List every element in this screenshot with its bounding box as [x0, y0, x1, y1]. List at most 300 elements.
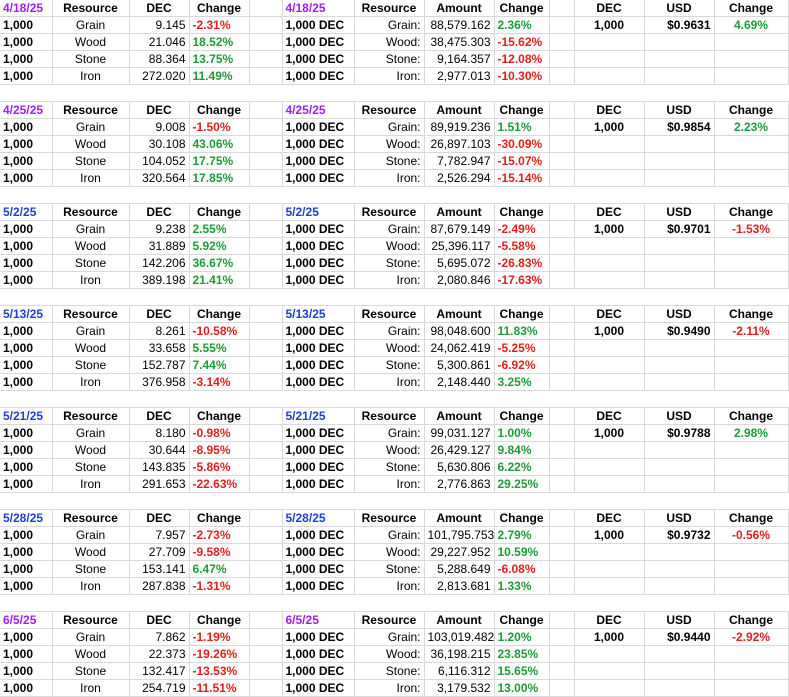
- qty-cell[interactable]: 1,000: [0, 374, 52, 391]
- empty-cell[interactable]: [644, 459, 714, 476]
- empty-cell[interactable]: [644, 272, 714, 289]
- empty-cell[interactable]: [549, 255, 574, 272]
- empty-cell[interactable]: [714, 663, 788, 680]
- header-amount[interactable]: Amount: [424, 510, 494, 527]
- change-cell[interactable]: 3.25%: [494, 374, 549, 391]
- empty-cell[interactable]: [549, 544, 574, 561]
- empty-cell[interactable]: [494, 391, 549, 408]
- header-change[interactable]: Change: [714, 612, 788, 629]
- empty-cell[interactable]: [249, 238, 282, 255]
- header-dec[interactable]: DEC: [129, 102, 189, 119]
- date-cell[interactable]: 4/18/25: [0, 0, 52, 17]
- empty-cell[interactable]: [644, 391, 714, 408]
- empty-cell[interactable]: [644, 357, 714, 374]
- empty-cell[interactable]: [644, 289, 714, 306]
- empty-cell[interactable]: [0, 493, 52, 510]
- header-change[interactable]: Change: [494, 510, 549, 527]
- header-dec[interactable]: DEC: [574, 510, 644, 527]
- resource-cell[interactable]: Wood: [52, 238, 129, 255]
- amount-cell[interactable]: 3,179.532: [424, 680, 494, 697]
- header-change[interactable]: Change: [189, 0, 249, 17]
- resource-cell[interactable]: Wood: [52, 136, 129, 153]
- qty-dec-cell[interactable]: 1,000 DEC: [282, 51, 354, 68]
- date-cell[interactable]: 6/5/25: [0, 612, 52, 629]
- empty-cell[interactable]: [714, 51, 788, 68]
- empty-cell[interactable]: [282, 289, 354, 306]
- resource-cell[interactable]: Stone: [52, 561, 129, 578]
- qty-cell[interactable]: 1,000: [0, 119, 52, 136]
- header-dec[interactable]: DEC: [129, 612, 189, 629]
- empty-cell[interactable]: [549, 578, 574, 595]
- empty-cell[interactable]: [644, 544, 714, 561]
- empty-cell[interactable]: [249, 340, 282, 357]
- empty-cell[interactable]: [52, 595, 129, 612]
- qty-cell[interactable]: 1,000: [0, 170, 52, 187]
- empty-cell[interactable]: [249, 357, 282, 374]
- change-cell[interactable]: 13.00%: [494, 680, 549, 697]
- amount-cell[interactable]: 5,695.072: [424, 255, 494, 272]
- empty-cell[interactable]: [129, 391, 189, 408]
- empty-cell[interactable]: [574, 238, 644, 255]
- dec-cell[interactable]: 254.719: [129, 680, 189, 697]
- empty-cell[interactable]: [129, 493, 189, 510]
- qty-dec-cell[interactable]: 1,000 DEC: [282, 663, 354, 680]
- resource-cell[interactable]: Wood:: [354, 544, 424, 561]
- empty-cell[interactable]: [189, 187, 249, 204]
- date-cell[interactable]: 6/5/25: [282, 612, 354, 629]
- empty-cell[interactable]: [574, 544, 644, 561]
- dec-cell[interactable]: 31.889: [129, 238, 189, 255]
- usd-qty-cell[interactable]: 1,000: [574, 221, 644, 238]
- empty-cell[interactable]: [644, 238, 714, 255]
- change-cell[interactable]: -15.62%: [494, 34, 549, 51]
- usd-qty-cell[interactable]: 1,000: [574, 629, 644, 646]
- qty-cell[interactable]: 1,000: [0, 323, 52, 340]
- change-cell[interactable]: -1.19%: [189, 629, 249, 646]
- resource-cell[interactable]: Stone: [52, 255, 129, 272]
- change-cell[interactable]: -15.07%: [494, 153, 549, 170]
- empty-cell[interactable]: [644, 578, 714, 595]
- change-cell[interactable]: -19.26%: [189, 646, 249, 663]
- resource-cell[interactable]: Wood: [52, 340, 129, 357]
- change-cell[interactable]: -6.08%: [494, 561, 549, 578]
- empty-cell[interactable]: [424, 289, 494, 306]
- header-dec[interactable]: DEC: [574, 612, 644, 629]
- amount-cell[interactable]: 24,062.419: [424, 340, 494, 357]
- empty-cell[interactable]: [249, 612, 282, 629]
- empty-cell[interactable]: [494, 187, 549, 204]
- empty-cell[interactable]: [644, 187, 714, 204]
- qty-dec-cell[interactable]: 1,000 DEC: [282, 136, 354, 153]
- empty-cell[interactable]: [354, 85, 424, 102]
- change-cell[interactable]: 17.85%: [189, 170, 249, 187]
- empty-cell[interactable]: [549, 476, 574, 493]
- header-dec[interactable]: DEC: [574, 0, 644, 17]
- empty-cell[interactable]: [549, 374, 574, 391]
- empty-cell[interactable]: [574, 663, 644, 680]
- amount-cell[interactable]: 99,031.127: [424, 425, 494, 442]
- empty-cell[interactable]: [644, 340, 714, 357]
- empty-cell[interactable]: [249, 408, 282, 425]
- header-dec[interactable]: DEC: [574, 306, 644, 323]
- empty-cell[interactable]: [574, 578, 644, 595]
- usd-qty-cell[interactable]: 1,000: [574, 119, 644, 136]
- empty-cell[interactable]: [249, 170, 282, 187]
- dec-cell[interactable]: 142.206: [129, 255, 189, 272]
- resource-cell[interactable]: Stone:: [354, 153, 424, 170]
- empty-cell[interactable]: [714, 255, 788, 272]
- empty-cell[interactable]: [549, 561, 574, 578]
- header-change[interactable]: Change: [189, 510, 249, 527]
- empty-cell[interactable]: [714, 357, 788, 374]
- empty-cell[interactable]: [249, 561, 282, 578]
- header-resource[interactable]: Resource: [52, 408, 129, 425]
- header-resource[interactable]: Resource: [354, 510, 424, 527]
- empty-cell[interactable]: [249, 306, 282, 323]
- empty-cell[interactable]: [549, 68, 574, 85]
- qty-dec-cell[interactable]: 1,000 DEC: [282, 374, 354, 391]
- empty-cell[interactable]: [549, 85, 574, 102]
- qty-cell[interactable]: 1,000: [0, 17, 52, 34]
- empty-cell[interactable]: [644, 136, 714, 153]
- amount-cell[interactable]: 2,080.846: [424, 272, 494, 289]
- empty-cell[interactable]: [129, 595, 189, 612]
- header-dec[interactable]: DEC: [574, 102, 644, 119]
- resource-cell[interactable]: Wood: [52, 442, 129, 459]
- empty-cell[interactable]: [189, 289, 249, 306]
- empty-cell[interactable]: [574, 153, 644, 170]
- resource-cell[interactable]: Stone:: [354, 255, 424, 272]
- empty-cell[interactable]: [249, 34, 282, 51]
- dec-cell[interactable]: 132.417: [129, 663, 189, 680]
- header-change[interactable]: Change: [494, 306, 549, 323]
- resource-cell[interactable]: Wood: [52, 646, 129, 663]
- resource-cell[interactable]: Stone:: [354, 663, 424, 680]
- change-cell[interactable]: 13.75%: [189, 51, 249, 68]
- change-cell[interactable]: -2.31%: [189, 17, 249, 34]
- empty-cell[interactable]: [644, 663, 714, 680]
- resource-cell[interactable]: Stone: [52, 51, 129, 68]
- empty-cell[interactable]: [549, 221, 574, 238]
- empty-cell[interactable]: [549, 323, 574, 340]
- dec-cell[interactable]: 30.644: [129, 442, 189, 459]
- resource-cell[interactable]: Stone:: [354, 459, 424, 476]
- empty-cell[interactable]: [249, 459, 282, 476]
- qty-dec-cell[interactable]: 1,000 DEC: [282, 170, 354, 187]
- resource-cell[interactable]: Grain:: [354, 221, 424, 238]
- qty-cell[interactable]: 1,000: [0, 459, 52, 476]
- date-cell[interactable]: 5/13/25: [282, 306, 354, 323]
- empty-cell[interactable]: [189, 595, 249, 612]
- change-cell[interactable]: 2.55%: [189, 221, 249, 238]
- resource-cell[interactable]: Stone:: [354, 357, 424, 374]
- header-usd[interactable]: USD: [644, 204, 714, 221]
- empty-cell[interactable]: [714, 34, 788, 51]
- empty-cell[interactable]: [549, 595, 574, 612]
- header-usd[interactable]: USD: [644, 612, 714, 629]
- qty-cell[interactable]: 1,000: [0, 221, 52, 238]
- date-cell[interactable]: 4/25/25: [0, 102, 52, 119]
- change-cell[interactable]: -11.51%: [189, 680, 249, 697]
- qty-dec-cell[interactable]: 1,000 DEC: [282, 578, 354, 595]
- amount-cell[interactable]: 6,116.312: [424, 663, 494, 680]
- change-cell[interactable]: -9.58%: [189, 544, 249, 561]
- amount-cell[interactable]: 5,630.806: [424, 459, 494, 476]
- change-cell[interactable]: 5.55%: [189, 340, 249, 357]
- empty-cell[interactable]: [574, 459, 644, 476]
- header-change[interactable]: Change: [494, 408, 549, 425]
- date-cell[interactable]: 5/2/25: [282, 204, 354, 221]
- header-resource[interactable]: Resource: [354, 204, 424, 221]
- empty-cell[interactable]: [574, 255, 644, 272]
- amount-cell[interactable]: 7,782.947: [424, 153, 494, 170]
- usd-price-cell[interactable]: $0.9490: [644, 323, 714, 340]
- header-resource[interactable]: Resource: [354, 408, 424, 425]
- header-amount[interactable]: Amount: [424, 102, 494, 119]
- change-cell[interactable]: 1.00%: [494, 425, 549, 442]
- header-change[interactable]: Change: [189, 204, 249, 221]
- empty-cell[interactable]: [282, 187, 354, 204]
- change-cell[interactable]: 11.83%: [494, 323, 549, 340]
- dec-cell[interactable]: 9.238: [129, 221, 189, 238]
- empty-cell[interactable]: [714, 136, 788, 153]
- empty-cell[interactable]: [549, 102, 574, 119]
- change-cell[interactable]: 21.41%: [189, 272, 249, 289]
- empty-cell[interactable]: [549, 204, 574, 221]
- empty-cell[interactable]: [249, 578, 282, 595]
- empty-cell[interactable]: [644, 374, 714, 391]
- empty-cell[interactable]: [249, 646, 282, 663]
- amount-cell[interactable]: 2,148.440: [424, 374, 494, 391]
- resource-cell[interactable]: Grain:: [354, 119, 424, 136]
- change-cell[interactable]: 17.75%: [189, 153, 249, 170]
- amount-cell[interactable]: 87,679.149: [424, 221, 494, 238]
- empty-cell[interactable]: [574, 170, 644, 187]
- empty-cell[interactable]: [52, 493, 129, 510]
- change-cell[interactable]: -10.58%: [189, 323, 249, 340]
- empty-cell[interactable]: [249, 289, 282, 306]
- amount-cell[interactable]: 29,227.952: [424, 544, 494, 561]
- empty-cell[interactable]: [574, 374, 644, 391]
- resource-cell[interactable]: Wood:: [354, 34, 424, 51]
- empty-cell[interactable]: [249, 272, 282, 289]
- header-amount[interactable]: Amount: [424, 0, 494, 17]
- header-resource[interactable]: Resource: [52, 0, 129, 17]
- dec-cell[interactable]: 376.958: [129, 374, 189, 391]
- qty-dec-cell[interactable]: 1,000 DEC: [282, 153, 354, 170]
- resource-cell[interactable]: Stone: [52, 153, 129, 170]
- qty-cell[interactable]: 1,000: [0, 561, 52, 578]
- empty-cell[interactable]: [549, 408, 574, 425]
- empty-cell[interactable]: [282, 493, 354, 510]
- amount-cell[interactable]: 26,429.127: [424, 442, 494, 459]
- change-cell[interactable]: 43.06%: [189, 136, 249, 153]
- change-cell[interactable]: 5.92%: [189, 238, 249, 255]
- empty-cell[interactable]: [549, 17, 574, 34]
- empty-cell[interactable]: [549, 272, 574, 289]
- amount-cell[interactable]: 2,526.294: [424, 170, 494, 187]
- qty-dec-cell[interactable]: 1,000 DEC: [282, 680, 354, 697]
- change-cell[interactable]: 23.85%: [494, 646, 549, 663]
- resource-cell[interactable]: Grain: [52, 221, 129, 238]
- empty-cell[interactable]: [644, 51, 714, 68]
- resource-cell[interactable]: Grain: [52, 119, 129, 136]
- change-cell[interactable]: 7.44%: [189, 357, 249, 374]
- resource-cell[interactable]: Iron: [52, 272, 129, 289]
- header-usd[interactable]: USD: [644, 408, 714, 425]
- empty-cell[interactable]: [129, 187, 189, 204]
- resource-cell[interactable]: Grain:: [354, 425, 424, 442]
- header-dec[interactable]: DEC: [574, 204, 644, 221]
- header-usd[interactable]: USD: [644, 510, 714, 527]
- resource-cell[interactable]: Wood:: [354, 238, 424, 255]
- resource-cell[interactable]: Grain:: [354, 527, 424, 544]
- change-cell[interactable]: 36.67%: [189, 255, 249, 272]
- empty-cell[interactable]: [249, 51, 282, 68]
- qty-dec-cell[interactable]: 1,000 DEC: [282, 544, 354, 561]
- date-cell[interactable]: 5/13/25: [0, 306, 52, 323]
- empty-cell[interactable]: [549, 612, 574, 629]
- resource-cell[interactable]: Stone: [52, 357, 129, 374]
- empty-cell[interactable]: [494, 493, 549, 510]
- empty-cell[interactable]: [249, 102, 282, 119]
- empty-cell[interactable]: [549, 459, 574, 476]
- change-cell[interactable]: -5.58%: [494, 238, 549, 255]
- header-amount[interactable]: Amount: [424, 306, 494, 323]
- usd-price-cell[interactable]: $0.9701: [644, 221, 714, 238]
- change-cell[interactable]: 6.47%: [189, 561, 249, 578]
- empty-cell[interactable]: [644, 680, 714, 697]
- empty-cell[interactable]: [714, 459, 788, 476]
- dec-cell[interactable]: 152.787: [129, 357, 189, 374]
- qty-cell[interactable]: 1,000: [0, 34, 52, 51]
- empty-cell[interactable]: [424, 595, 494, 612]
- resource-cell[interactable]: Stone: [52, 663, 129, 680]
- empty-cell[interactable]: [574, 85, 644, 102]
- empty-cell[interactable]: [574, 187, 644, 204]
- empty-cell[interactable]: [574, 561, 644, 578]
- resource-cell[interactable]: Stone:: [354, 51, 424, 68]
- empty-cell[interactable]: [354, 493, 424, 510]
- change-cell[interactable]: -1.50%: [189, 119, 249, 136]
- qty-cell[interactable]: 1,000: [0, 425, 52, 442]
- change-cell[interactable]: -2.73%: [189, 527, 249, 544]
- empty-cell[interactable]: [574, 68, 644, 85]
- empty-cell[interactable]: [574, 680, 644, 697]
- empty-cell[interactable]: [644, 595, 714, 612]
- empty-cell[interactable]: [714, 238, 788, 255]
- header-dec[interactable]: DEC: [574, 408, 644, 425]
- empty-cell[interactable]: [52, 289, 129, 306]
- header-resource[interactable]: Resource: [354, 306, 424, 323]
- qty-cell[interactable]: 1,000: [0, 153, 52, 170]
- qty-dec-cell[interactable]: 1,000 DEC: [282, 442, 354, 459]
- empty-cell[interactable]: [714, 391, 788, 408]
- header-change[interactable]: Change: [189, 612, 249, 629]
- empty-cell[interactable]: [574, 357, 644, 374]
- empty-cell[interactable]: [644, 153, 714, 170]
- empty-cell[interactable]: [549, 442, 574, 459]
- empty-cell[interactable]: [574, 34, 644, 51]
- dec-cell[interactable]: 143.835: [129, 459, 189, 476]
- usd-price-cell[interactable]: $0.9440: [644, 629, 714, 646]
- dec-cell[interactable]: 291.653: [129, 476, 189, 493]
- empty-cell[interactable]: [714, 493, 788, 510]
- dec-cell[interactable]: 8.180: [129, 425, 189, 442]
- usd-qty-cell[interactable]: 1,000: [574, 323, 644, 340]
- header-change[interactable]: Change: [189, 306, 249, 323]
- empty-cell[interactable]: [644, 476, 714, 493]
- change-cell[interactable]: -3.14%: [189, 374, 249, 391]
- empty-cell[interactable]: [549, 187, 574, 204]
- dec-cell[interactable]: 104.052: [129, 153, 189, 170]
- change-cell[interactable]: 18.52%: [189, 34, 249, 51]
- change-cell[interactable]: 15.65%: [494, 663, 549, 680]
- resource-cell[interactable]: Stone:: [354, 561, 424, 578]
- empty-cell[interactable]: [249, 85, 282, 102]
- resource-cell[interactable]: Iron: [52, 374, 129, 391]
- empty-cell[interactable]: [0, 391, 52, 408]
- empty-cell[interactable]: [549, 493, 574, 510]
- empty-cell[interactable]: [549, 527, 574, 544]
- dec-cell[interactable]: 9.145: [129, 17, 189, 34]
- empty-cell[interactable]: [52, 391, 129, 408]
- empty-cell[interactable]: [52, 187, 129, 204]
- empty-cell[interactable]: [282, 595, 354, 612]
- empty-cell[interactable]: [644, 493, 714, 510]
- empty-cell[interactable]: [574, 493, 644, 510]
- empty-cell[interactable]: [714, 374, 788, 391]
- dec-cell[interactable]: 287.838: [129, 578, 189, 595]
- empty-cell[interactable]: [714, 578, 788, 595]
- header-usd[interactable]: USD: [644, 306, 714, 323]
- usd-price-cell[interactable]: $0.9732: [644, 527, 714, 544]
- empty-cell[interactable]: [424, 85, 494, 102]
- header-resource[interactable]: Resource: [52, 612, 129, 629]
- header-dec[interactable]: DEC: [129, 306, 189, 323]
- change-cell[interactable]: -5.86%: [189, 459, 249, 476]
- dec-cell[interactable]: 153.141: [129, 561, 189, 578]
- empty-cell[interactable]: [574, 51, 644, 68]
- empty-cell[interactable]: [282, 85, 354, 102]
- empty-cell[interactable]: [574, 646, 644, 663]
- resource-cell[interactable]: Stone: [52, 459, 129, 476]
- usd-change-cell[interactable]: 2.98%: [714, 425, 788, 442]
- empty-cell[interactable]: [249, 680, 282, 697]
- usd-change-cell[interactable]: 2.23%: [714, 119, 788, 136]
- empty-cell[interactable]: [0, 85, 52, 102]
- qty-dec-cell[interactable]: 1,000 DEC: [282, 561, 354, 578]
- empty-cell[interactable]: [0, 595, 52, 612]
- qty-cell[interactable]: 1,000: [0, 629, 52, 646]
- resource-cell[interactable]: Iron: [52, 680, 129, 697]
- header-change[interactable]: Change: [714, 0, 788, 17]
- qty-dec-cell[interactable]: 1,000 DEC: [282, 476, 354, 493]
- change-cell[interactable]: 1.51%: [494, 119, 549, 136]
- change-cell[interactable]: 1.33%: [494, 578, 549, 595]
- date-cell[interactable]: 5/21/25: [282, 408, 354, 425]
- qty-dec-cell[interactable]: 1,000 DEC: [282, 272, 354, 289]
- change-cell[interactable]: -8.95%: [189, 442, 249, 459]
- header-resource[interactable]: Resource: [52, 204, 129, 221]
- empty-cell[interactable]: [129, 85, 189, 102]
- qty-dec-cell[interactable]: 1,000 DEC: [282, 17, 354, 34]
- dec-cell[interactable]: 8.261: [129, 323, 189, 340]
- qty-cell[interactable]: 1,000: [0, 527, 52, 544]
- usd-change-cell[interactable]: -2.11%: [714, 323, 788, 340]
- empty-cell[interactable]: [714, 272, 788, 289]
- amount-cell[interactable]: 89,919.236: [424, 119, 494, 136]
